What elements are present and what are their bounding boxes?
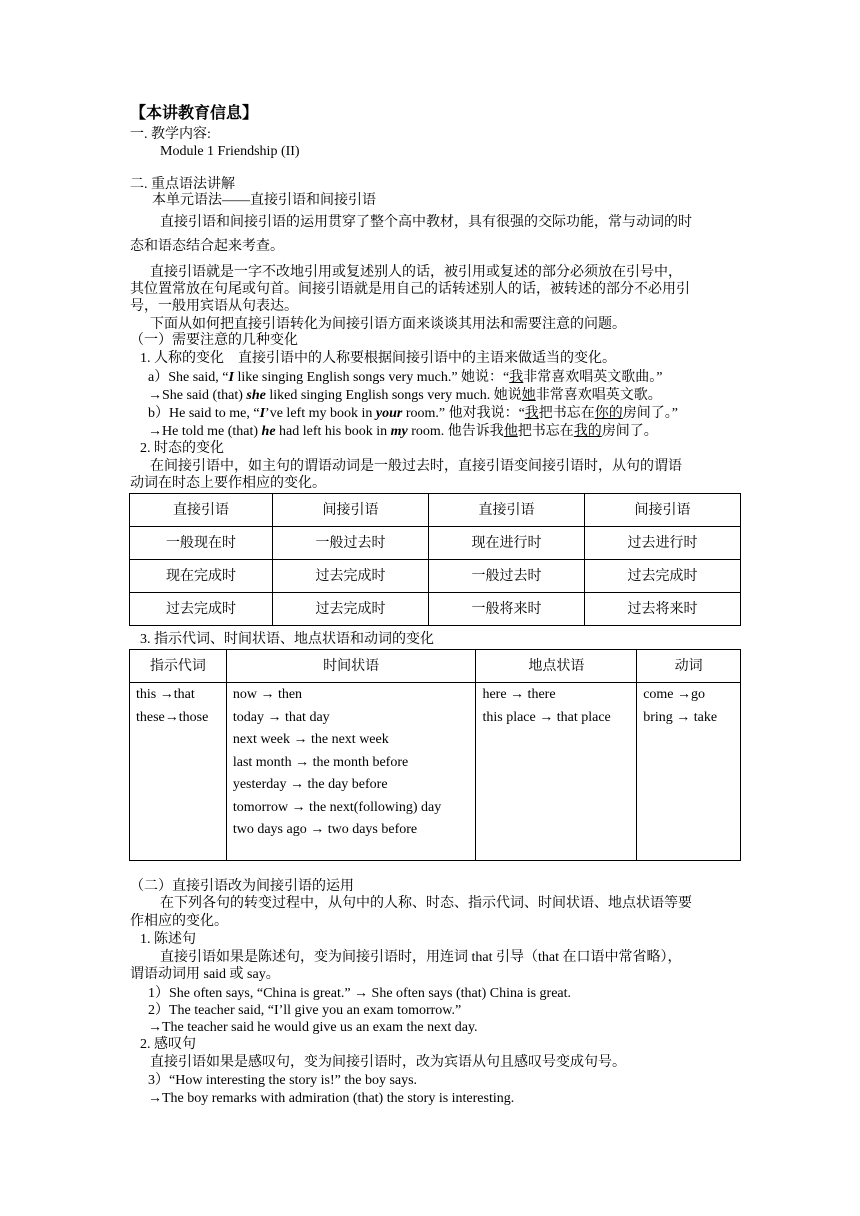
table-header-cell: 间接引语 — [585, 494, 741, 527]
statement-example-2-converted: →The teacher said he would give us an exam the next day. — [148, 1020, 478, 1035]
table-header-cell: 直接引语 — [429, 494, 585, 527]
table-cell: 过去完成时 — [273, 593, 429, 626]
definition-line-2: 其位置常放在句尾或句首。间接引语就是用自己的话转述别人的话，被转述的部分不必用引 — [130, 282, 690, 297]
table-cell: 一般过去时 — [273, 527, 429, 560]
table-header-cell: 动词 — [637, 650, 741, 683]
table-row — [130, 560, 741, 593]
list-item: these→those — [136, 709, 209, 725]
table-header-cell: 间接引语 — [273, 494, 429, 527]
list-item: yesterday → the day before — [232, 777, 388, 792]
list-item: now → then — [232, 687, 303, 702]
section1-content: Module 1 Friendship (II) — [160, 144, 300, 159]
table-cell: 一般现在时 — [130, 527, 273, 560]
lesson-title: 【本讲教育信息】 — [130, 103, 259, 122]
table-cell: 一般过去时 — [429, 560, 585, 593]
exclamation-example: 3）“How interesting the story is!” the boy says. — [148, 1073, 418, 1088]
table-row — [130, 527, 741, 560]
example-b-converted: →He told me (that) he had left his book in my room. 他告诉我他把书忘在我的房间了。 — [148, 424, 658, 439]
list-item: come →go — [643, 687, 706, 702]
pronoun-cell — [130, 683, 227, 861]
section2-label: 二. 重点语法讲解 — [130, 177, 235, 192]
statement-desc-1: 直接引语如果是陈述句，变为间接引语时，用连词 that 引导（that 在口语中常省略）， — [160, 950, 682, 965]
list-item: this place → that place — [482, 709, 611, 725]
list-item: two days ago → two days before — [232, 822, 418, 837]
table-header-cell: 地点状语 — [476, 650, 637, 683]
list-item: this →that — [136, 687, 195, 702]
table-cell: 过去完成时 — [273, 560, 429, 593]
table-header-cell: 时间状语 — [226, 650, 476, 683]
table-cell: 过去进行时 — [585, 527, 741, 560]
item3-title: 3. 指示代词、时间状语、地点状语和动词的变化 — [140, 632, 434, 647]
item1-title: 1. 人称的变化 直接引语中的人称要根据间接引语中的主语来做适当的变化。 — [140, 351, 616, 366]
part2-desc-1: 在下列各句的转变过程中，从句中的人称、时态、指示代词、时间状语、地点状语等要 — [160, 896, 692, 911]
table-cell: 过去将来时 — [585, 593, 741, 626]
list-item: last month → the month before — [232, 754, 409, 770]
verb-cell — [637, 683, 741, 861]
list-item: tomorrow → the next(following) day — [232, 799, 442, 815]
part2-label: （二）直接引语改为间接引语的运用 — [130, 879, 354, 894]
table-cell: 过去完成时 — [585, 560, 741, 593]
table-row — [130, 593, 741, 626]
list-item: bring → take — [643, 709, 718, 725]
intro-line-2: 态和语态结合起来考查。 — [130, 239, 284, 254]
exclamation-title: 2. 感叹句 — [140, 1037, 196, 1052]
section2-subtitle: 本单元语法——直接引语和间接引语 — [152, 193, 376, 208]
definition-line-3: 号，一般用宾语从句表达。 — [130, 299, 298, 314]
word-change-table — [129, 649, 741, 861]
item2-title: 2. 时态的变化 — [140, 441, 224, 456]
item2-desc-2: 动词在时态上要作相应的变化。 — [130, 476, 326, 491]
intro-line-1: 直接引语和间接引语的运用贯穿了整个高中教材，具有很强的交际功能，常与动词的时 — [160, 215, 692, 230]
time-cell — [226, 683, 476, 861]
section1-label: 一. 教学内容: — [130, 127, 211, 142]
table-cell: 现在完成时 — [130, 560, 273, 593]
list-item: today → that day — [232, 709, 330, 725]
table-header-row — [130, 494, 741, 527]
table-row — [130, 683, 741, 861]
statement-example-1: 1）She often says, “China is great.” → She often says (that) China is great. — [148, 986, 572, 1001]
place-cell — [476, 683, 637, 861]
statement-title: 1. 陈述句 — [140, 932, 196, 947]
part1-label: （一）需要注意的几种变化 — [130, 333, 298, 348]
item2-desc-1: 在间接引语中，如主句的谓语动词是一般过去时，直接引语变间接引语时，从句的谓语 — [150, 459, 682, 474]
exclamation-desc: 直接引语如果是感叹句，变为间接引语时，改为宾语从句且感叹号变成句号。 — [150, 1055, 626, 1070]
statement-desc-2: 谓语动词用 said 或 say。 — [130, 967, 280, 982]
tense-change-table — [129, 493, 741, 626]
lead-paragraph: 下面从如何把直接引语转化为间接引语方面来谈谈其用法和需要注意的问题。 — [150, 317, 626, 332]
exclamation-example-converted: →The boy remarks with admiration (that) the story is interesting. — [148, 1091, 515, 1106]
example-b: b）He said to me, “I’ve left my book in your room.” 他对我说：“我把书忘在你的房间了。” — [148, 406, 679, 421]
table-header-row — [130, 650, 741, 683]
table-cell: 过去完成时 — [130, 593, 273, 626]
table-cell: 现在进行时 — [429, 527, 585, 560]
list-item: here → there — [482, 687, 556, 702]
part2-desc-2: 作相应的变化。 — [130, 914, 228, 929]
table-header-cell: 直接引语 — [130, 494, 273, 527]
table-cell: 一般将来时 — [429, 593, 585, 626]
definition-line-1: 直接引语就是一字不改地引用或复述别人的话，被引用或复述的部分必须放在引号中， — [150, 265, 682, 280]
list-item: next week → the next week — [232, 732, 389, 747]
example-a-converted: →She said (that) she liked singing English songs very much. 她说她非常喜欢唱英文歌。 — [148, 388, 662, 403]
statement-example-2: 2）The teacher said, “I’ll give you an exam tomorrow.” — [148, 1003, 462, 1018]
table-header-cell: 指示代词 — [130, 650, 227, 683]
example-a: a）She said, “I like singing English songs very much.” 她说：“我非常喜欢唱英文歌曲。” — [148, 370, 663, 385]
